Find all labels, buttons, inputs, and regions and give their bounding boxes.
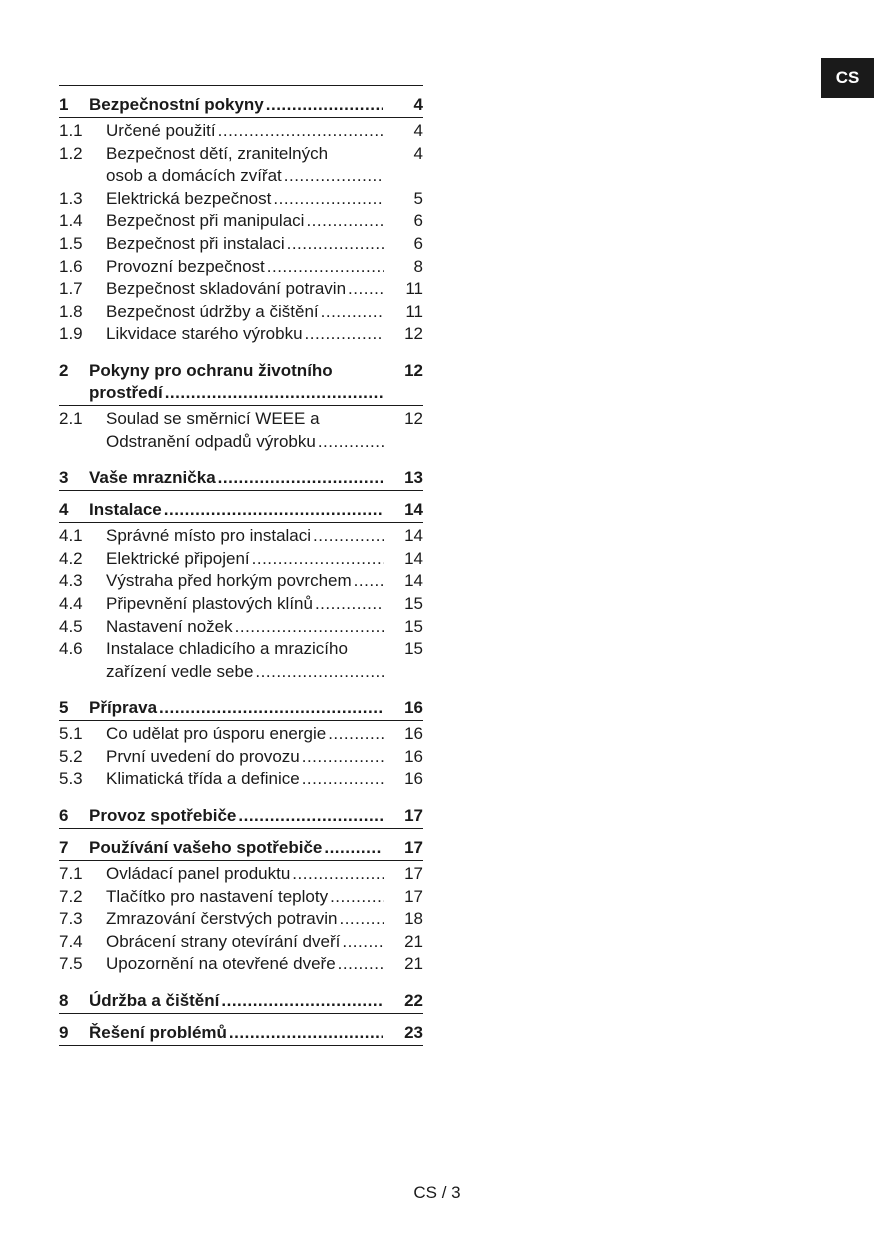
- section-page-number: 12: [404, 324, 423, 344]
- section-title: [106, 210, 384, 233]
- section-title-line: První uvedení do provozu: [106, 746, 300, 766]
- chapter-title-line: Pokyny pro ochranu životního: [89, 360, 333, 380]
- chapter-number: 2: [59, 360, 69, 380]
- toc-chapter[interactable]: [59, 829, 423, 861]
- section-page-number: 5: [413, 188, 423, 208]
- section-page-number: 17: [404, 886, 423, 906]
- section-title-line: Bezpečnost při manipulaci: [106, 211, 305, 231]
- chapter-title-line: Údržba a čištění: [89, 991, 220, 1011]
- section-title: [106, 233, 384, 256]
- section-page-number: 21: [404, 931, 423, 951]
- section-title-line: Soulad se směrnicí WEEE a: [106, 408, 320, 428]
- section-title-line: Bezpečnost skladování potravin: [106, 279, 347, 299]
- section-page-number: 21: [404, 954, 423, 974]
- chapter-number: 8: [59, 991, 69, 1011]
- section-number: 5.1: [59, 724, 83, 744]
- toc-section[interactable]: [59, 188, 423, 211]
- leader-dots: [322, 837, 383, 859]
- leader-dots: [157, 697, 383, 719]
- section-title: [106, 188, 384, 211]
- section-title: [106, 143, 384, 188]
- toc-section[interactable]: [59, 931, 423, 954]
- leader-dots: [271, 188, 384, 211]
- section-title: [106, 256, 384, 279]
- toc-section[interactable]: [59, 886, 423, 909]
- section-number: 5.2: [59, 746, 83, 766]
- toc-section[interactable]: [59, 570, 423, 593]
- section-title-line: Připevnění plastových klínů: [106, 593, 313, 613]
- section-page-number: 4: [413, 143, 423, 163]
- section-number: 4.5: [59, 616, 83, 636]
- section-number: 7.2: [59, 886, 83, 906]
- toc-chapter[interactable]: [59, 491, 423, 523]
- leader-dots: [340, 931, 384, 954]
- chapter-number: 9: [59, 1023, 69, 1043]
- section-title-line: Bezpečnost dětí, zranitelných: [106, 143, 329, 163]
- toc-section[interactable]: [59, 723, 423, 746]
- section-title: [106, 548, 384, 571]
- section-title-line: Obrácení strany otevírání dveří: [106, 931, 341, 951]
- chapter-page-number: 22: [404, 991, 423, 1011]
- toc-section[interactable]: [59, 768, 423, 791]
- section-page-number: 12: [404, 408, 423, 428]
- section-title-line: Zmrazování čerstvých potravin: [106, 909, 338, 929]
- leader-dots: [319, 301, 384, 324]
- leader-dots: [337, 908, 384, 931]
- section-number: 4.3: [59, 571, 83, 591]
- section-title: [106, 323, 384, 346]
- chapter-page-number: 13: [404, 468, 423, 488]
- leader-dots: [313, 593, 384, 616]
- leader-dots: [303, 323, 384, 346]
- section-number: 2.1: [59, 408, 83, 428]
- chapter-title-line: Používání vašeho spotřebiče: [89, 838, 323, 858]
- chapter-page-number: 12: [404, 360, 423, 380]
- leader-dots: [316, 431, 384, 454]
- leader-dots: [227, 1022, 383, 1044]
- section-title: [106, 863, 384, 886]
- chapter-page-number: 17: [404, 806, 423, 826]
- section-page-number: 15: [404, 639, 423, 659]
- section-number: 4.4: [59, 593, 83, 613]
- section-title-line: Bezpečnost při instalaci: [106, 233, 285, 253]
- toc-section[interactable]: [59, 638, 423, 683]
- chapter-page-number: 23: [404, 1023, 423, 1043]
- language-tab: CS: [821, 58, 874, 98]
- section-title-line: Likvidace starého výrobku: [106, 324, 303, 344]
- toc-section[interactable]: [59, 278, 423, 301]
- section-number: 4.1: [59, 526, 83, 546]
- chapter-title-line: Řešení problémů: [89, 1023, 227, 1043]
- section-page-number: 14: [404, 526, 423, 546]
- section-page-number: 8: [413, 256, 423, 276]
- chapter-number: 4: [59, 500, 69, 520]
- toc-chapter[interactable]: [59, 1014, 423, 1046]
- section-title-line: Výstraha před horkým povrchem: [106, 571, 352, 591]
- leader-dots: [311, 525, 384, 548]
- chapter-title: [89, 697, 383, 719]
- leader-dots: [216, 467, 383, 489]
- leader-dots: [326, 723, 384, 746]
- section-page-number: 14: [404, 571, 423, 591]
- section-title: [106, 886, 384, 909]
- section-title: [106, 525, 384, 548]
- section-title: [106, 570, 384, 593]
- chapter-title-line: Provoz spotřebiče: [89, 806, 237, 826]
- leader-dots: [219, 990, 383, 1012]
- section-page-number: 14: [404, 548, 423, 568]
- section-title-line: Určené použití: [106, 121, 216, 140]
- section-title: [106, 953, 384, 976]
- section-number: 1.9: [59, 324, 83, 344]
- leader-dots: [300, 768, 384, 791]
- page-footer: CS / 3: [413, 1183, 461, 1202]
- section-title-line: Upozornění na otevřené dveře: [106, 954, 336, 974]
- section-title: [106, 408, 384, 453]
- table-of-contents: [59, 85, 423, 1046]
- section-number: 1.4: [59, 211, 83, 231]
- section-number: 4.6: [59, 639, 83, 659]
- toc-section[interactable]: [59, 408, 423, 453]
- section-number: 7.4: [59, 931, 83, 951]
- section-page-number: 16: [404, 746, 423, 766]
- section-title: [106, 616, 384, 639]
- leader-dots: [282, 165, 384, 188]
- toc-section[interactable]: [59, 323, 423, 346]
- leader-dots: [285, 233, 384, 256]
- section-title: [106, 593, 384, 616]
- toc-chapter[interactable]: [59, 689, 423, 721]
- toc-chapter[interactable]: [59, 86, 423, 118]
- chapter-title: [89, 805, 383, 827]
- chapter-page-number: 4: [413, 95, 423, 114]
- section-number: 4.2: [59, 548, 83, 568]
- section-title: [106, 746, 384, 769]
- leader-dots: [250, 548, 384, 571]
- section-page-number: 11: [405, 279, 423, 299]
- section-title-line: Bezpečnost údržby a čištění: [106, 301, 319, 321]
- toc-section[interactable]: [59, 256, 423, 279]
- section-title: [106, 931, 384, 954]
- leader-dots: [300, 746, 384, 769]
- toc-section-list: [59, 523, 423, 689]
- chapter-title: [89, 1022, 383, 1044]
- section-title-line: Správné místo pro instalaci: [106, 526, 312, 546]
- toc-chapter[interactable]: [59, 459, 423, 491]
- toc-section[interactable]: [59, 233, 423, 256]
- section-title: [106, 768, 384, 791]
- chapter-title-line: Instalace: [89, 500, 162, 520]
- chapter-number: 3: [59, 468, 69, 488]
- section-page-number: 6: [413, 233, 423, 253]
- toc-section[interactable]: [59, 120, 423, 143]
- section-number: 1.6: [59, 256, 83, 276]
- chapter-title: [89, 990, 383, 1012]
- leader-dots: [290, 863, 384, 886]
- section-title: [106, 120, 384, 143]
- section-title-line: Odstranění odpadů výrobku: [106, 431, 316, 451]
- toc-section-list: [59, 861, 423, 982]
- toc-section[interactable]: [59, 301, 423, 324]
- section-page-number: 16: [404, 724, 423, 744]
- section-title-line: Elektrická bezpečnost: [106, 188, 272, 208]
- section-title-line: Provozní bezpečnost: [106, 256, 265, 276]
- leader-dots: [264, 94, 383, 116]
- leader-dots: [162, 499, 383, 521]
- section-number: 7.1: [59, 864, 83, 884]
- chapter-title: [89, 499, 383, 521]
- section-title-line: Tlačítko pro nastavení teploty: [106, 886, 329, 906]
- section-number: 1.2: [59, 143, 83, 163]
- leader-dots: [346, 278, 384, 301]
- section-page-number: 11: [405, 301, 423, 321]
- section-page-number: 4: [413, 121, 423, 140]
- section-title: [106, 908, 384, 931]
- section-title: [106, 638, 384, 683]
- section-page-number: 15: [404, 593, 423, 613]
- section-title-line: osob a domácích zvířat: [106, 166, 282, 186]
- toc-section[interactable]: [59, 908, 423, 931]
- leader-dots: [328, 886, 384, 909]
- section-number: 1.5: [59, 233, 83, 253]
- section-number: 5.3: [59, 769, 83, 789]
- section-number: 7.3: [59, 909, 83, 929]
- leader-dots: [233, 616, 384, 639]
- section-page-number: 17: [404, 864, 423, 884]
- section-number: 1.3: [59, 188, 83, 208]
- leader-dots: [336, 953, 384, 976]
- chapter-title: [89, 360, 383, 404]
- chapter-page-number: 16: [404, 698, 423, 718]
- toc-section[interactable]: [59, 210, 423, 233]
- chapter-title: [89, 94, 383, 116]
- section-title-line: Co udělat pro úsporu energie: [106, 724, 327, 744]
- section-page-number: 15: [404, 616, 423, 636]
- section-title-line: zařízení vedle sebe: [106, 661, 254, 681]
- chapter-title-line: prostředí: [89, 382, 163, 402]
- chapter-page-number: 17: [404, 838, 423, 858]
- toc-section[interactable]: [59, 953, 423, 976]
- section-title-line: Nastavení nožek: [106, 616, 233, 636]
- toc-section[interactable]: [59, 548, 423, 571]
- section-number: 7.5: [59, 954, 83, 974]
- section-title: [106, 723, 384, 746]
- toc-section[interactable]: [59, 616, 423, 639]
- leader-dots: [216, 120, 384, 143]
- toc-chapter[interactable]: [59, 352, 423, 406]
- chapter-title-line: Bezpečnostní pokyny: [89, 95, 264, 114]
- leader-dots: [352, 570, 384, 593]
- section-number: 1.8: [59, 301, 83, 321]
- chapter-number: 1: [59, 95, 69, 114]
- chapter-title-line: Příprava: [89, 698, 158, 718]
- chapter-page-number: 14: [404, 500, 423, 520]
- toc-chapter[interactable]: [59, 797, 423, 829]
- toc-section[interactable]: [59, 593, 423, 616]
- toc-section[interactable]: [59, 863, 423, 886]
- leader-dots: [265, 256, 384, 279]
- section-page-number: 6: [413, 211, 423, 231]
- toc-section[interactable]: [59, 525, 423, 548]
- toc-chapter[interactable]: [59, 982, 423, 1014]
- chapter-number: 6: [59, 806, 69, 826]
- toc-section-list: [59, 721, 423, 797]
- section-title-line: Instalace chladicího a mrazicího: [106, 639, 348, 659]
- section-title-line: Elektrické připojení: [106, 548, 250, 568]
- chapter-title: [89, 837, 383, 859]
- leader-dots: [253, 661, 384, 684]
- chapter-number: 5: [59, 698, 69, 718]
- section-number: 1.1: [59, 121, 83, 140]
- chapter-title-line: Vaše mraznička: [89, 468, 216, 488]
- section-title: [106, 301, 384, 324]
- section-page-number: 16: [404, 769, 423, 789]
- leader-dots: [304, 210, 384, 233]
- chapter-title: [89, 467, 383, 489]
- toc-section[interactable]: [59, 746, 423, 769]
- section-title-line: Klimatická třída a definice: [106, 769, 300, 789]
- leader-dots: [236, 805, 383, 827]
- section-page-number: 18: [404, 909, 423, 929]
- section-title-line: Ovládací panel produktu: [106, 864, 291, 884]
- toc-section[interactable]: [59, 143, 423, 188]
- toc-section-list: [59, 406, 423, 459]
- leader-dots: [163, 382, 383, 404]
- chapter-number: 7: [59, 838, 69, 858]
- toc-section-list: [59, 118, 423, 352]
- section-title: [106, 278, 384, 301]
- section-number: 1.7: [59, 279, 83, 299]
